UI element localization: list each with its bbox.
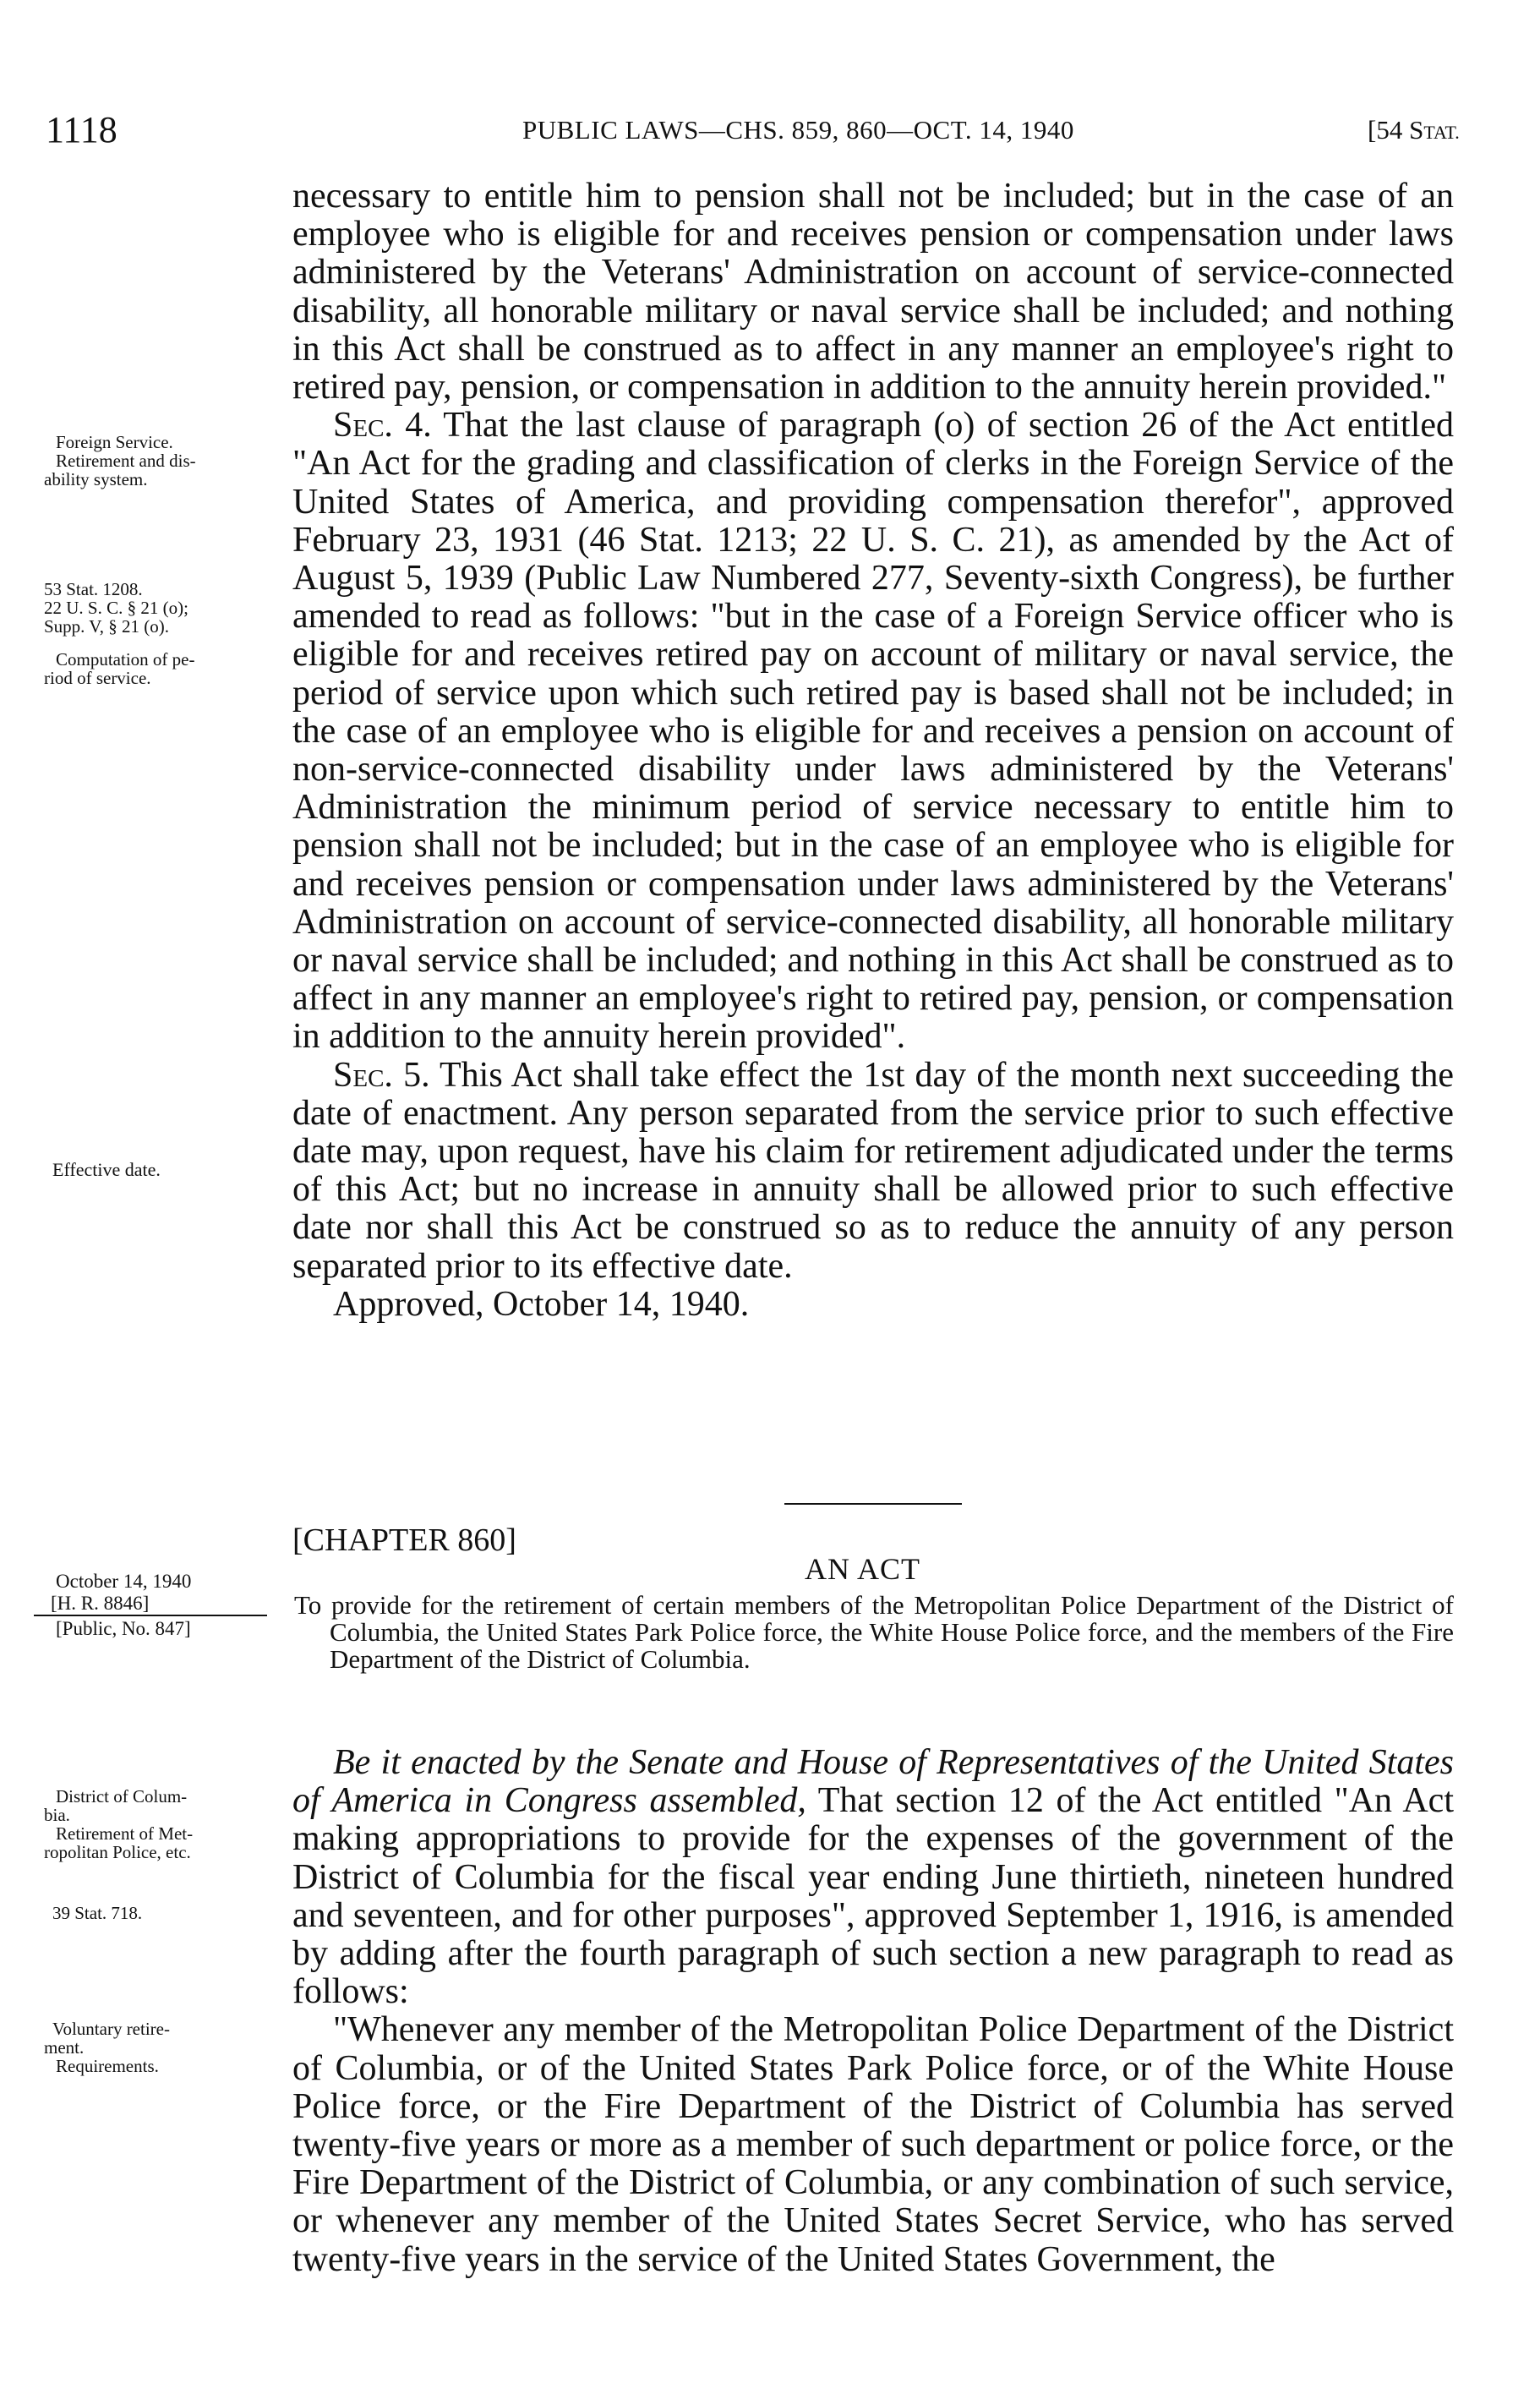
- section-4-label: Sec. 4.: [333, 406, 432, 445]
- margin-note-statute: [44, 1904, 272, 1922]
- margin-note-line: 53 Stat. 1208.: [44, 579, 143, 599]
- margin-note-effective-date: [44, 1161, 272, 1179]
- margin-note-line: 39 Stat. 718.: [52, 1903, 143, 1923]
- margin-note-line: riod of service.: [44, 668, 151, 688]
- margin-note-line: District of Colum-: [56, 1786, 188, 1806]
- bill-number: [H. R. 8846]: [34, 1593, 267, 1616]
- volume-reference: [1368, 115, 1460, 145]
- margin-note-district-of-columbia: [44, 1787, 272, 1861]
- bill-date: October 14, 1940: [56, 1571, 192, 1592]
- public-law-number: [Public, No. 847]: [56, 1618, 191, 1639]
- volume-ref-prefix: [54 S: [1368, 115, 1424, 145]
- margin-note-line: Effective date.: [52, 1159, 161, 1180]
- margin-note-line: Retirement of Met-: [56, 1823, 194, 1844]
- margin-note-line: Foreign Service.: [56, 432, 173, 452]
- margin-note-line: Retirement and dis-: [56, 451, 196, 471]
- margin-note-foreign-service: [44, 433, 272, 489]
- margin-note-line: 22 U. S. C. § 21 (o);: [44, 598, 188, 618]
- act-title: [294, 1590, 1454, 1674]
- bill-info: [42, 1571, 272, 1640]
- section-5-text: This Act shall take effect the 1st day of the month next succeeding the date of enactment. Any person separated from the service prior to such effective date may, upon request, have his claim for retirement adjudicated under the terms of this Act; but no increase in annuity shall be allowed prior to such effective date nor shall this Act be construed so as to reduce the annuity of any person separated prior to its effective date.: [292, 1055, 1455, 1286]
- approval-line: Approved, October 14, 1940.: [333, 1284, 750, 1324]
- section-5-label: Sec. 5.: [333, 1055, 430, 1095]
- margin-note-line: Voluntary retire-: [52, 2019, 170, 2039]
- enacting-text: That section 12 of the Act entitled "An Act making appropriations to provide for the expenses of the government of the District of Columbia for the fiscal year ending June thirtieth, nineteen hundred and seventeen, and for other purposes", approved September 1, 1916, is amended by adding after the fourth paragraph of such section a new paragraph to read as follows:: [292, 1781, 1454, 2012]
- margin-note-citation: [44, 580, 272, 636]
- running-head: PUBLIC LAWS—CHS. 859, 860—OCT. 14, 1940: [522, 115, 1074, 145]
- quoted-paragraph: "Whenever any member of the Metropolitan Police Department of the District of Columbia, or of the United States Park Police force, or of the White House Police force, or the Fire Department of the District of Columbia has served twenty-five years or more as a member of such department or police force, or the Fire Department of the District of Columbia, or any combination of such service, or whenever any member of the United States Secret Service, who has served twenty-five years in the service of the United States Government, the: [292, 2010, 1454, 2279]
- margin-note-line: ropolitan Police, etc.: [44, 1842, 191, 1862]
- volume-ref-smallcaps: TAT.: [1423, 122, 1460, 143]
- enacting-paragraph: [292, 1744, 1454, 2011]
- chapter-label: [CHAPTER 860]: [292, 1522, 516, 1558]
- page-number: 1118: [46, 109, 117, 150]
- margin-note-line: Computation of pe-: [56, 649, 195, 670]
- an-act-heading: AN ACT: [805, 1552, 921, 1586]
- margin-note-voluntary-retirement: [44, 2020, 272, 2075]
- act-title-text: To provide for the retirement of certain members of the Metropolitan Police Department of the District of Columbia, the United States Park Police force, the White House Police force, and the members of the Fire Department of the District of Columbia.: [294, 1590, 1454, 1674]
- margin-note-line: ability system.: [44, 469, 148, 489]
- margin-note-line: bia.: [44, 1805, 70, 1825]
- chapter-860-text: [292, 1744, 1454, 2279]
- chapter-divider: [784, 1503, 962, 1505]
- section-4-text: That the last clause of paragraph (o) of section 26 of the Act entitled "An Act for the grading and classification of clerks in the Foreign Service of the United States of America, and providing compensation therefor", approved February 23, 1931 (46 Stat. 1213; 22 U. S. C. 21), as amended by the Act of August 5, 1939 (Public Law Numbered 277, Seventy-sixth Congress), be further amended to read as follows: "but in the case of a Foreign Service officer who is eligible for and receives retired pay on account of military or naval service, the period of service upon which such retired pay is based shall not be included; in the case of an employee who is eligible for and receives a pension on account of non-service-connected disability under laws administered by the Veterans' Administration the minimum period of service necessary to entitle him to pension shall not be included; but in the case of an employee who is eligible for and receives pension or compensation under laws administered by the Veterans' Administration on account of service-connected disability, all honorable military or naval service shall be included; and nothing in this Act shall be construed as to affect in any manner an employee's right to retired pay, pension, or compensation in addition to the annuity herein provided".: [292, 406, 1455, 1057]
- section-4: [292, 407, 1454, 1056]
- margin-note-line: Supp. V, § 21 (o).: [44, 616, 169, 637]
- page-header: [0, 108, 1540, 159]
- chapter-859-text: [292, 178, 1454, 1324]
- margin-note-line: ment.: [44, 2037, 85, 2058]
- margin-note-line: Requirements.: [56, 2056, 159, 2076]
- paragraph-continuation: necessary to entitle him to pension shall not be included; but in the case of an employee who is eligible for and receives pension or compensation under laws administered by the Veterans' Administration on account of service-connected disability, all honorable military or naval service shall be included; and nothing in this Act shall be construed as to affect in any manner an employee's right to retired pay, pension, or compensation in addition to the annuity herein provided.": [292, 177, 1454, 407]
- margin-note-computation: [44, 650, 272, 687]
- enacting-clause: Be it enacted by the Senate and House of Representatives of the United States of America in Congress assembled,: [292, 1743, 1454, 1821]
- section-5: [292, 1057, 1454, 1286]
